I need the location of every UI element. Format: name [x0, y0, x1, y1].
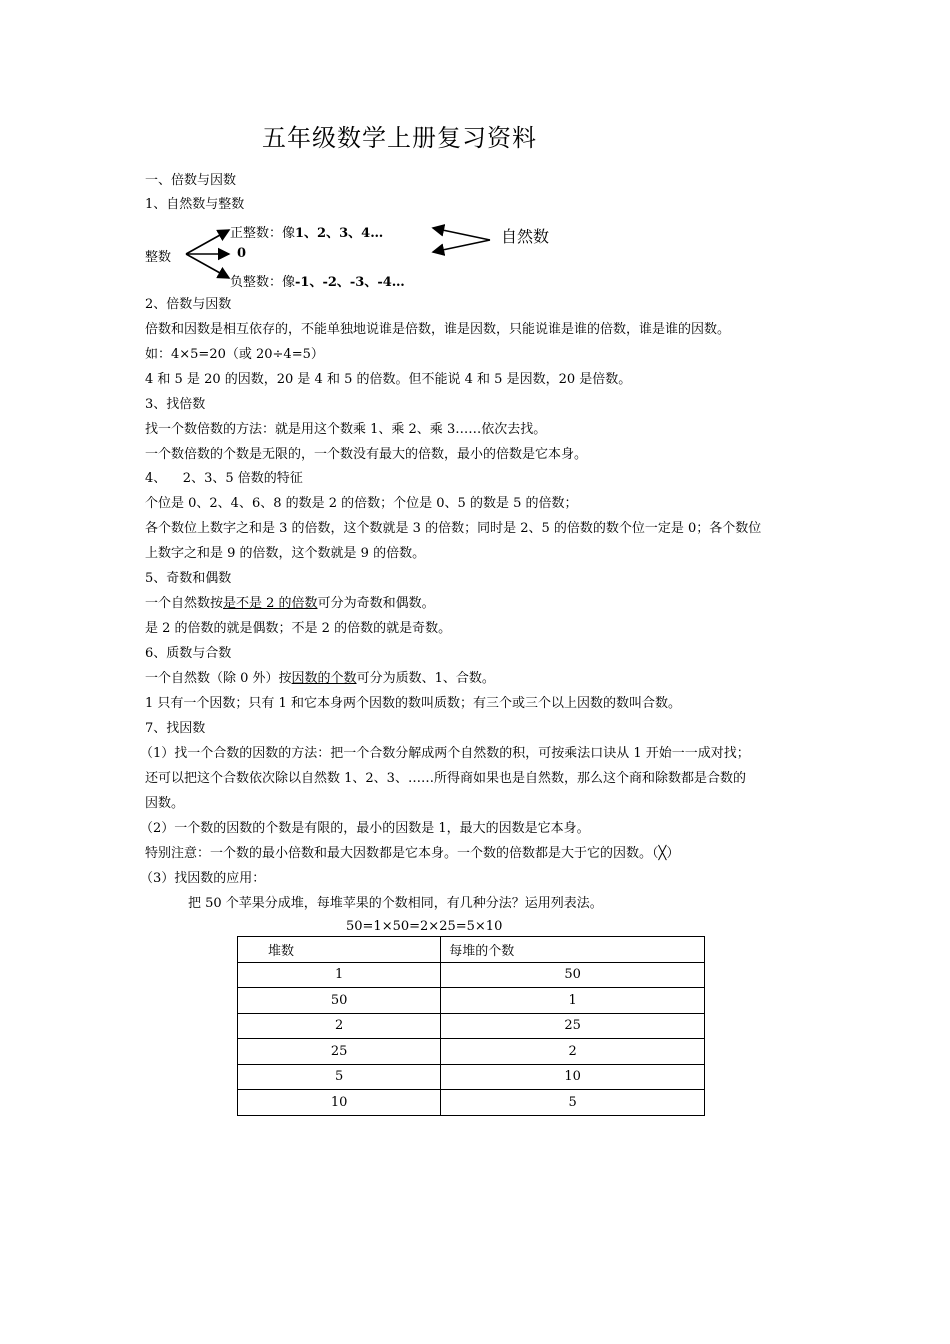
paragraph: 上数字之和是 9 的倍数，这个数就是 9 的倍数。 [145, 546, 426, 561]
subsection-heading: 5、奇数和偶数 [145, 571, 232, 586]
diagram-root-label: 整数 [145, 250, 172, 265]
paragraph: 因数。 [145, 796, 185, 811]
paragraph: 一个自然数（除 0 外）按因数的个数可分为质数、1、合数。 [145, 671, 495, 686]
table-header-cell: 堆数 [238, 937, 441, 963]
table-header-cell: 每堆的个数 [441, 937, 705, 963]
table-row [238, 1039, 705, 1065]
paragraph: 1 只有一个因数；只有 1 和它本身两个因数的数叫质数；有三个或三个以上因数的数叫合数。 [145, 696, 681, 711]
paragraph: （3）找因数的应用： [140, 871, 266, 886]
table-cell: 2 [441, 1039, 705, 1065]
page-title: 五年级数学上册复习资料 [262, 124, 537, 152]
table-cell: 5 [441, 1090, 705, 1116]
table-cell: 50 [238, 988, 441, 1014]
subsection-heading: 1、自然数与整数 [145, 197, 245, 212]
paragraph: （2）一个数的因数的个数是有限的，最小的因数是 1，最大的因数是它本身。 [140, 821, 590, 836]
table-cell: 1 [238, 962, 441, 988]
arrow-negative [186, 254, 229, 278]
paragraph: 一个自然数按是不是 2 的倍数可分为奇数和偶数。 [145, 596, 435, 611]
paragraph: 4 和 5 是 20 的因数，20 是 4 和 5 的倍数。但不能说 4 和 5 是因数，20 是倍数。 [145, 372, 632, 387]
subsection-heading: 3、找倍数 [145, 397, 206, 412]
paragraph: 还可以把这个合数依次除以自然数 1、2、3、……所得商如果也是自然数，那么这个商和除数都是合数的 [145, 771, 746, 786]
integer-diagram [140, 218, 580, 298]
paragraph: 把 50 个苹果分成堆，每堆苹果的个数相同，有几种分法？运用列表法。 [188, 896, 603, 911]
table-cell: 25 [238, 1039, 441, 1065]
paragraph: （1）找一个合数的因数的方法：把一个合数分解成两个自然数的积，可按乘法口诀从 1 开始一一成对找； [140, 746, 750, 761]
table-cell: 10 [238, 1090, 441, 1116]
arrow-positive [186, 230, 229, 254]
table-cell: 2 [238, 1013, 441, 1039]
table-cell: 5 [238, 1064, 441, 1090]
paragraph: 如：4×5=20（或 20÷4=5） [145, 347, 324, 362]
paragraph: 倍数和因数是相互依存的，不能单独地说谁是倍数，谁是因数，只能说谁是谁的倍数，谁是谁的因数。 [145, 322, 731, 337]
diagram-negative-label: 负整数：像-1、-2、-3、-4… [230, 275, 405, 290]
paragraph: 个位是 0、2、4、6、8 的数是 2 的倍数；个位是 0、5 的数是 5 的倍数； [145, 496, 578, 511]
table-row [238, 988, 705, 1014]
paragraph: 找一个数倍数的方法：就是用这个数乘 1、乘 2、乘 3……依次去找。 [145, 422, 547, 437]
subsection-heading: 2、倍数与因数 [145, 297, 232, 312]
table-row [238, 1090, 705, 1116]
table-cell: 1 [441, 988, 705, 1014]
subsection-heading: 6、质数与合数 [145, 646, 232, 661]
diagram-zero-label: 0 [237, 246, 247, 261]
paragraph: 各个数位上数字之和是 3 的倍数，这个数就是 3 的倍数；同时是 2、5 的倍数的数个位一定是 0；各个数位 [145, 521, 762, 536]
paragraph: 特别注意：一个数的最小倍数和最大因数都是它本身。一个数的倍数都是大于它的因数。（╳） [145, 846, 680, 861]
arrow-natural-1 [433, 228, 490, 240]
table-row [238, 1013, 705, 1039]
paragraph: 一个数倍数的个数是无限的，一个数没有最大的倍数，最小的倍数是它本身。 [145, 447, 588, 462]
section-heading: 一、倍数与因数 [145, 173, 237, 188]
table-header-row [238, 937, 705, 963]
factor-formula: 50=1×50=2×25=5×10 [346, 919, 503, 934]
paragraph: 是 2 的倍数的就是偶数；不是 2 的倍数的就是奇数。 [145, 621, 452, 636]
diagram-natural-label: 自然数 [501, 227, 550, 246]
table-row [238, 1064, 705, 1090]
factor-table [237, 936, 705, 1116]
table-cell: 10 [441, 1064, 705, 1090]
table-row [238, 962, 705, 988]
arrow-natural-2 [433, 240, 490, 252]
subsection-heading: 4、 2、3、5 倍数的特征 [145, 471, 303, 486]
diagram-positive-label: 正整数：像1、2、3、4… [230, 226, 384, 241]
subsection-heading: 7、找因数 [145, 721, 206, 736]
table-cell: 50 [441, 962, 705, 988]
table-cell: 25 [441, 1013, 705, 1039]
